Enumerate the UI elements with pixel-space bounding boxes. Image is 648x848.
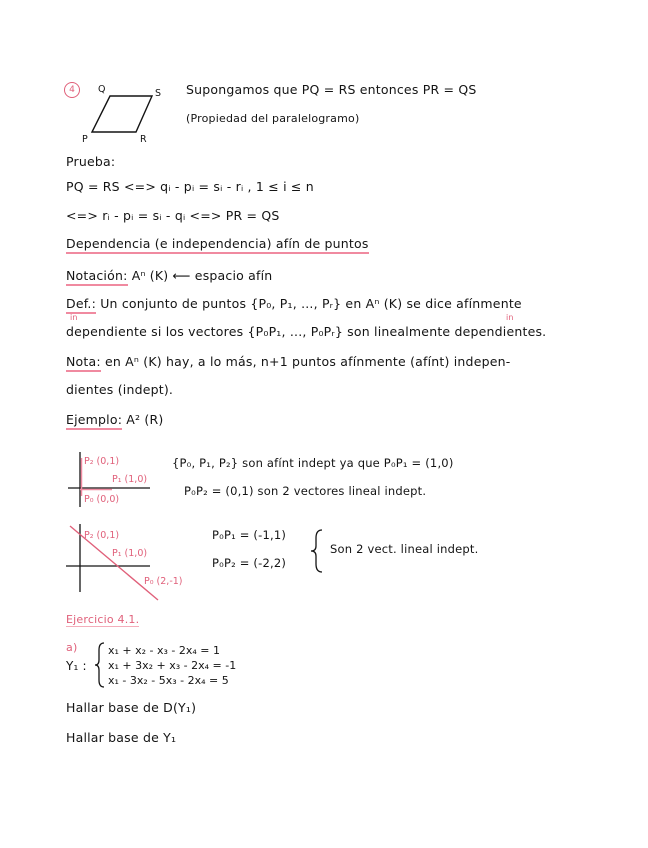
definition-label: Def.: xyxy=(66,296,96,314)
vertex-r-label: R xyxy=(140,134,147,145)
proof-line-1: PQ = RS <=> qᵢ - pᵢ = sᵢ - rᵢ , 1 ≤ i ≤ n xyxy=(66,179,314,194)
item-number-circle: 4 xyxy=(64,82,80,98)
note-text-2: dientes (indept). xyxy=(66,382,174,397)
equation-2: x₁ + 3x₂ + x₃ - 2x₄ = -1 xyxy=(108,659,237,672)
graph2-brace xyxy=(311,530,322,572)
exercise-task-1: Hallar base de D(Y₁) xyxy=(66,700,197,715)
notation-label: Notación: xyxy=(66,268,128,286)
graph1-p1-label: P₁ (1,0) xyxy=(112,474,148,485)
intro-line-2: (Propiedad del paralelogramo) xyxy=(186,112,360,125)
graph1-statement-1: {P₀, P₁, P₂} son afínt indept ya que P₀P₁ = (1,0) xyxy=(172,456,454,470)
definition-in-mark-1: in xyxy=(70,313,78,322)
note-text-1: en Aⁿ (K) hay, a lo más, n+1 puntos afínmente (afínt) indepen- xyxy=(104,354,511,369)
vertex-s-label: S xyxy=(155,88,162,99)
notation-text: Aⁿ (K) ⟵ espacio afín xyxy=(131,268,273,283)
section-title: Dependencia (e independencia) afín de puntos xyxy=(66,238,369,254)
graph1-p0-label: P₀ (0,0) xyxy=(84,494,120,505)
definition-in-mark-2: in xyxy=(506,313,514,322)
graph2-conclusion: Son 2 vect. lineal indept. xyxy=(330,542,479,556)
vertex-q-label: Q xyxy=(98,84,106,95)
example-label: Ejemplo: xyxy=(66,412,122,430)
graph2-vector-1: P₀P₁ = (-1,1) xyxy=(212,528,287,542)
graph1-statement-2: P₀P₂ = (0,1) son 2 vectores lineal indept. xyxy=(184,484,427,498)
exercise-task-2: Hallar base de Y₁ xyxy=(66,730,177,745)
graph2-p1-label: P₁ (1,0) xyxy=(112,548,148,559)
parallelogram-shape xyxy=(92,96,152,132)
proof-line-2: <=> rᵢ - pᵢ = sᵢ - qᵢ <=> PR = QS xyxy=(66,208,280,223)
graph2-p0-label: P₀ (2,-1) xyxy=(144,576,183,587)
proof-title: Prueba: xyxy=(66,154,116,169)
exercise-part: a) xyxy=(66,641,78,654)
exercise-title: Ejercicio 4.1. xyxy=(66,613,140,626)
intro-line-1: Supongamos que PQ = RS entonces PR = QS xyxy=(186,82,477,97)
graph2-p2-label: P₂ (0,1) xyxy=(84,530,120,541)
definition-text-1: Un conjunto de puntos {P₀, P₁, ..., Pᵣ} en Aⁿ (K) se dice afínmente xyxy=(100,296,522,311)
graph1-p2-label: P₂ (0,1) xyxy=(84,456,120,467)
example-text: A² (R) xyxy=(126,412,164,427)
system-name: Y₁ : xyxy=(66,659,87,673)
graph2-vector-2: P₀P₂ = (-2,2) xyxy=(212,556,287,570)
note-label: Nota: xyxy=(66,354,101,372)
system-brace xyxy=(95,643,104,687)
definition-text-2: dependiente si los vectores {P₀P₁, ..., P₀Pᵣ} son linealmente dependientes. xyxy=(66,324,547,339)
vertex-p-label: P xyxy=(82,134,88,145)
equation-1: x₁ + x₂ - x₃ - 2x₄ = 1 xyxy=(108,644,221,657)
equation-3: x₁ - 3x₂ - 5x₃ - 2x₄ = 5 xyxy=(108,674,229,687)
